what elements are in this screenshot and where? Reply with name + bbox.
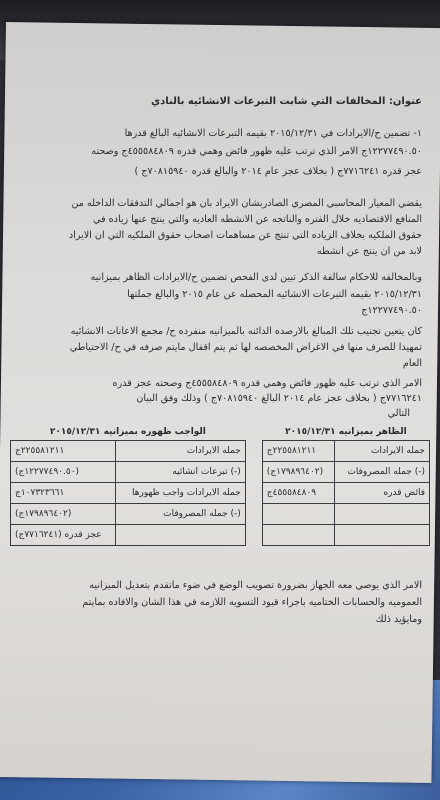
- cell-label: جمله الايرادات: [116, 441, 246, 462]
- paragraph-line: وبالمخالفه للاحكام سالفة الذكر تبين لدى الفحص تضمين ح/الايرادات الظاهر بميزانيه: [90, 272, 422, 283]
- cell-amount: (١٧٩٨٩٦٤٠٢ج): [262, 462, 334, 483]
- paragraph-line: ٧٧١٦٢٤١ج ( بخلاف عجز عام ٢٠١٤ البالغ ٧٠٨١٥٩٤٠ج ) وذلك وفق البيان: [136, 393, 422, 404]
- closing-line: الامر الذي يوصي معه الجهاز بضرورة تصويب الوضع في ضوء ماتقدم بتعديل الميزانيه: [89, 580, 422, 591]
- paragraph-line: ١٢٢٧٧٤٩٠.٥٠ج الامر الذي ترتب عليه ظهور فائض وهمي قدره ٤٥٥٥٨٤٨٠٩ج وصحته: [91, 146, 422, 157]
- cell-label: (-) جمله المصروفات: [334, 462, 429, 483]
- paragraph-line: حقوق الملكيه بخلاف الزياده التي تنتج عن مساهمات اصحاب حقوق الملكيه التي ان الايراد: [68, 230, 422, 241]
- paragraph-line: كان يتعين تجنيب تلك المبالغ بالارصده الدائنه بالميزانيه منفرده ح/ مجمع الاعانات الانشائيه: [70, 326, 422, 337]
- paragraph-line: لابد من ان ينتج عن انشطه: [316, 246, 422, 257]
- table-row: [11, 483, 430, 504]
- paragraph-line: يقضي المعيار المحاسبي المصري الصادربشان الايراد بان هو اجمالي التدفقات الداخله من: [71, 198, 422, 209]
- paragraph-line: عجز قدره ٧٧١٦٢٤١ج ( بخلاف عجز عام ٢٠١٤ والبالغ قدره ٧٠٨١٥٩٤٠ج ): [134, 166, 422, 177]
- cell-label: (-) تبرعات انشائيه: [116, 462, 246, 483]
- cell-label: [334, 525, 429, 546]
- table-row: [11, 441, 430, 462]
- cell-amount: [262, 504, 334, 525]
- paragraph-line: التالي: [387, 408, 410, 419]
- table-row: [11, 504, 430, 525]
- paragraph-line: المنافع الاقتصاديه خلال الفتره والناتجه عن الانشطه العاديه والتي ينتج عنها زياده في: [93, 214, 422, 225]
- cell-label: (-) جمله المصروفات: [116, 504, 246, 525]
- cell-amount: ٢٢٥٥٨١٢١١ج: [11, 441, 116, 462]
- table-row: [11, 462, 430, 483]
- header-reported: الظاهر بميزانيه ٢٠١٥/١٢/٣١: [262, 424, 429, 441]
- cell-label: [116, 525, 246, 546]
- paragraph-line: ١- تضمين ح/الايرادات في ٢٠١٥/١٢/٣١ بقيمه التبرعات الانشائيه البالغ قدرها: [124, 128, 422, 139]
- table-row: [11, 525, 430, 546]
- cell-label: جمله الايرادات: [334, 441, 429, 462]
- cell-amount: (١٢٢٧٧٤٩٠.٥٠ج): [11, 462, 116, 483]
- table-header-row: [11, 424, 430, 441]
- paragraph-line: العام: [402, 358, 422, 369]
- cell-amount: ١٠٧٣٢٣٦٦١ج: [11, 483, 116, 504]
- cell-amount: عجز قدره (٧٧١٦٢٤١ج): [11, 525, 116, 546]
- cell-amount: ٢٢٥٥٨١٢١١ج: [262, 441, 334, 462]
- cell-label: جمله الايرادات واجب ظهورها: [116, 483, 246, 504]
- cell-amount: (١٧٩٨٩٦٤٠٢ج): [11, 504, 116, 525]
- cell-label: [334, 504, 429, 525]
- paragraph-line: تمهيدا للصرف منها في الاغراض المخصصه لها ثم يتم اقفال مايتم صرفه في ح/ الاحتياطي: [69, 342, 422, 353]
- cell-label: فائض قدره: [334, 483, 429, 504]
- comparison-table: [10, 424, 430, 546]
- closing-line: ومايؤيد ذلك: [375, 614, 422, 625]
- header-should-be: الواجب ظهوره بميزانيه ٢٠١٥/١٢/٣١: [11, 424, 246, 441]
- paragraph-line: ٢٠١٥/١٢/٣١ بقيمه التبرعات الانشائيه المحصله عن عام ٢٠١٥ والبالغ جملتها: [127, 289, 422, 300]
- document-title: عنوان: المخالفات التي شابت التبرعات الانشائيه بالنادي: [150, 96, 422, 107]
- cell-amount: ٤٥٥٥٨٤٨٠٩ج: [262, 483, 334, 504]
- closing-line: العموميه والحسابات الختاميه باجراء قيود التسويه اللازمه في هذا الشان والافاده بمايتم: [82, 597, 422, 608]
- paragraph-line: ١٢٢٧٧٤٩٠.٥٠ج: [361, 305, 422, 316]
- paragraph-line: الامر الذي ترتب عليه ظهور فائض وهمي قدره ٤٥٥٥٨٤٨٠٩ج وصحته عجز قدره: [112, 378, 422, 389]
- cell-amount: [262, 525, 334, 546]
